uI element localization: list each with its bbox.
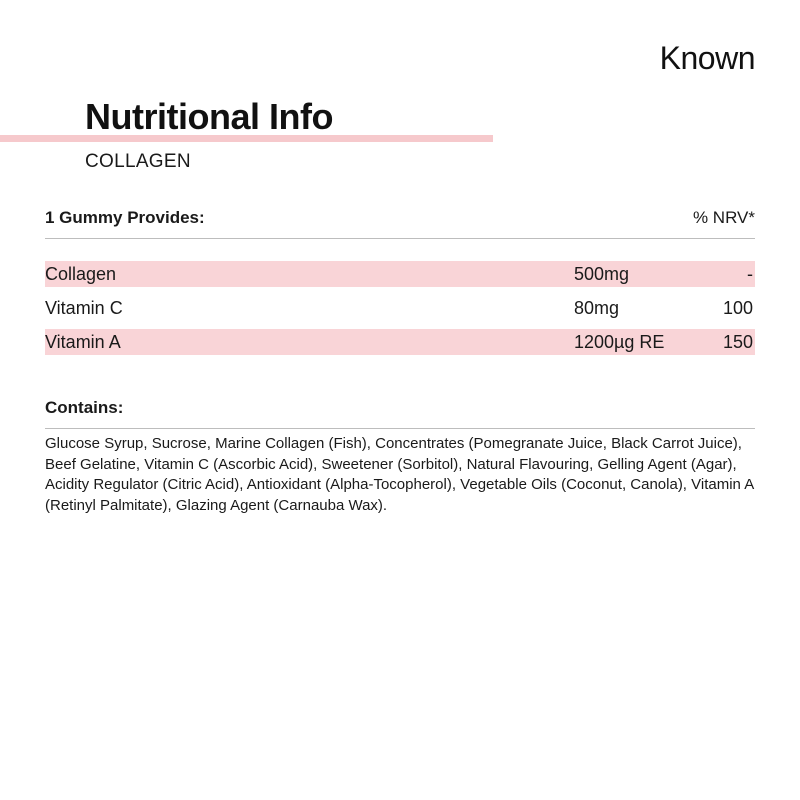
nutrient-nrv: 150	[722, 332, 753, 352]
table-row	[45, 261, 755, 287]
nutrient-name: Vitamin A	[45, 332, 121, 352]
table-row	[45, 329, 755, 355]
table-row	[45, 295, 755, 321]
nutrient-amount: 80mg	[574, 298, 620, 318]
nutrient-amount: 500mg	[574, 264, 630, 284]
nutrient-nrv: 100	[722, 298, 753, 318]
contains-heading: Contains:	[45, 398, 755, 429]
nutrition-table	[45, 261, 755, 363]
nutrient-name: Collagen	[45, 264, 117, 284]
nutrient-nrv: -	[747, 264, 753, 284]
nutrient-name: Vitamin C	[45, 298, 123, 318]
brand-logo: Known	[659, 40, 755, 76]
nutrient-amount: 1200µg RE	[574, 332, 665, 352]
table-header	[45, 208, 755, 239]
serving-label: 1 Gummy Provides:	[45, 208, 205, 227]
product-subtitle: COLLAGEN	[85, 151, 191, 172]
page-title: Nutritional Info	[85, 96, 333, 137]
title-block	[85, 95, 333, 139]
ingredients-text: Glucose Syrup, Sucrose, Marine Collagen (Fish), Concentrates (Pomegranate Juice, Black Carrot Juice), Beef Gelatine, Vitamin C (Ascorbic Acid), Sweetener (Sorbitol), Natural Flavouring, Gelling Agent (Agar), Acidity Regulator (Citric Acid), Antioxidant (Alpha-Tocopherol), Vegetable Oils (Coconut, Canola), Vitamin A (Retinyl Palmitate), Glazing Agent (Carnauba Wax).	[45, 435, 754, 514]
nrv-label: % NRV*	[692, 208, 755, 227]
